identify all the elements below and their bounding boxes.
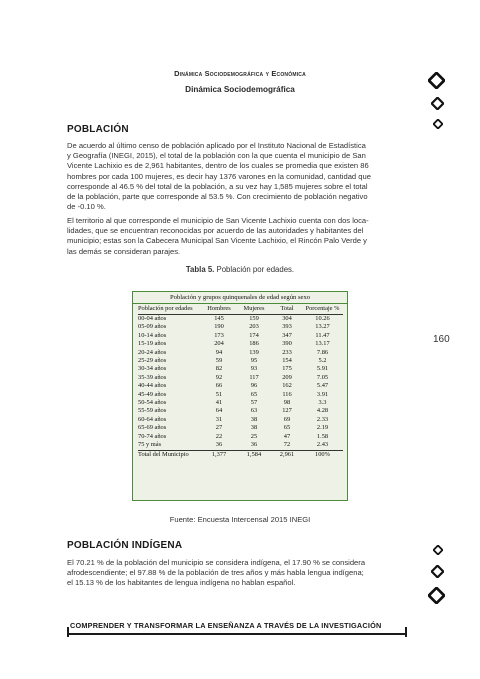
table-cell: 154 xyxy=(282,357,292,365)
table-cell: 203 xyxy=(249,323,259,331)
section-heading-poblacion: POBLACIÓN xyxy=(67,124,129,135)
table-cell: Total del Municipio xyxy=(138,450,202,459)
text-line: de la población, parte que corresponde al 53.5 %. Con crecimiento de población negativo xyxy=(67,192,368,202)
footer-text: COMPRENDER Y TRANSFORMAR LA ENSEÑANZA A TRAVÉS DE LA INVESTIGACIÓN xyxy=(70,621,382,630)
table-cell: 5.91 xyxy=(316,365,329,373)
table-cell: 139 xyxy=(249,348,259,356)
population-table-grid xyxy=(138,305,343,459)
table-caption-label: Tabla 5. xyxy=(185,265,215,274)
table-row xyxy=(138,391,343,399)
table-cell: 15-19 años xyxy=(138,340,167,348)
table-cell: 65 xyxy=(250,390,258,398)
diamond-icon xyxy=(428,587,445,604)
text-line: el 15.13 % de los habitantes de lengua indígena no hablan español. xyxy=(67,578,296,588)
table-row xyxy=(138,374,343,382)
table-cell: 59 xyxy=(215,357,223,365)
table-cell: 127 xyxy=(282,407,292,415)
table-cell: 2.19 xyxy=(316,424,329,432)
table-cell: 92 xyxy=(215,373,223,381)
table-cell: 204 xyxy=(214,340,224,348)
table-cell: 60-64 años xyxy=(138,415,167,423)
table-cell: 13.27 xyxy=(315,323,330,331)
text-line: las demás se consideran parajes. xyxy=(67,246,181,256)
table-cell: 25 xyxy=(250,432,258,440)
table-cell: 70-74 años xyxy=(138,432,167,440)
table-cell: 36 xyxy=(250,441,258,449)
table-cell: 57 xyxy=(250,399,258,407)
table-cell: 00-04 años xyxy=(138,315,167,322)
text-line: De acuerdo al último censo de población aplicado por el Instituto Nacional de Estadística xyxy=(67,141,366,150)
table-cell: 11.47 xyxy=(315,331,330,339)
table-cell: 94 xyxy=(215,348,223,356)
table-cell: 38 xyxy=(250,415,258,423)
column-header: Porcentaje % xyxy=(302,305,343,315)
text-line: de -0.10 %. xyxy=(67,202,106,212)
table-cell: 31 xyxy=(215,415,223,423)
table-row xyxy=(138,441,343,450)
paragraph-territory xyxy=(67,216,413,257)
table-row xyxy=(138,323,343,331)
table-cell: 100% xyxy=(302,450,343,459)
table-cell: 233 xyxy=(282,348,292,356)
table-cell: 51 xyxy=(215,390,223,398)
table-cell: 38 xyxy=(250,424,258,432)
table-cell: 159 xyxy=(249,315,259,322)
table-cell: 69 xyxy=(283,415,291,423)
table-cell: 47 xyxy=(283,432,291,440)
table-cell: 390 xyxy=(282,340,292,348)
table-cell: 22 xyxy=(215,432,223,440)
section-heading-poblacion-indigena: POBLACIÓN INDÍGENA xyxy=(67,540,183,551)
text-line: y Geografía (INEGI, 2015), el total de la población con la que cuenta el municipio de San xyxy=(67,151,366,161)
table-cell: 93 xyxy=(250,365,258,373)
table-row xyxy=(138,365,343,373)
column-header: Mujeres xyxy=(236,305,272,315)
table-cell: 98 xyxy=(283,399,291,407)
table-cell: 13.17 xyxy=(315,340,330,348)
table-cell: 175 xyxy=(282,365,292,373)
table-cell: 304 xyxy=(282,315,292,322)
table-cell: 82 xyxy=(215,365,223,373)
table-cell: 25-29 años xyxy=(138,357,167,365)
table-cell: 30-34 años xyxy=(138,365,167,373)
table-cell: 117 xyxy=(249,373,259,381)
table-cell: 1.58 xyxy=(316,432,329,440)
population-table xyxy=(132,291,348,501)
table-cell: 173 xyxy=(214,331,224,339)
diamond-icon xyxy=(431,97,444,110)
table-cell: 5.2 xyxy=(318,357,327,365)
table-row xyxy=(138,416,343,424)
table-cell: 65 xyxy=(283,424,291,432)
footer-rule-tick xyxy=(405,627,407,637)
table-cell: 1,584 xyxy=(236,450,272,459)
table-title: Población y grupos quinquenales de edad según sexo xyxy=(133,293,347,304)
footer-rule xyxy=(67,633,407,635)
table-row xyxy=(138,315,343,324)
table-cell: 40-44 años xyxy=(138,382,167,390)
diamond-icon xyxy=(431,565,444,578)
table-cell: 4.28 xyxy=(316,407,329,415)
text-line: El 70.21 % de la población del municipio se considera indígena, el 17.90 % se considera xyxy=(67,558,366,567)
table-row xyxy=(138,357,343,365)
table-cell: 05-09 años xyxy=(138,323,167,331)
table-cell: 116 xyxy=(282,390,292,398)
table-cell: 5.47 xyxy=(316,382,329,390)
table-cell: 2.43 xyxy=(316,441,329,449)
table-cell: 145 xyxy=(214,315,224,322)
diamond-icon xyxy=(433,119,443,129)
text-line: lidades, que se encuentran reconocidas por acuerdo de las autoridades y habitantes del xyxy=(67,226,364,236)
table-cell: 1,377 xyxy=(202,450,236,459)
chapter-title: Dinámica Sociodemográfica y Económica xyxy=(174,69,306,78)
table-cell: 174 xyxy=(249,331,259,339)
table-row xyxy=(138,332,343,340)
text-line: hombres por cada 100 mujeres, es decir hay 1376 varones en la comunidad, cantidad que xyxy=(67,171,371,181)
table-source: Fuente: Encuesta Intercensal 2015 INEGI xyxy=(169,515,311,524)
section-subtitle: Dinámica Sociodemográfica xyxy=(185,85,295,94)
table-cell: 95 xyxy=(250,357,258,365)
table-header-row xyxy=(138,305,343,315)
table-cell: 65-69 años xyxy=(138,424,167,432)
table-cell: 162 xyxy=(282,382,292,390)
table-cell: 41 xyxy=(215,399,223,407)
table-cell: 10.26 xyxy=(315,315,330,322)
table-cell: 190 xyxy=(214,323,224,331)
table-cell: 10-14 años xyxy=(138,331,167,339)
text-line: corresponde al 46.5 % del total de la población, a su vez hay 1,585 mujeres sobre el total xyxy=(67,181,368,191)
table-cell: 66 xyxy=(215,382,223,390)
table-cell: 64 xyxy=(215,407,223,415)
text-line: afrodescendiente; el 97.88 % de la población de tres años y más habla lengua indígena; xyxy=(67,568,364,578)
table-cell: 55-59 años xyxy=(138,407,167,415)
table-cell: 3.91 xyxy=(316,390,329,398)
table-row xyxy=(138,349,343,357)
table-row xyxy=(138,407,343,415)
table-row xyxy=(138,424,343,432)
table-cell: 27 xyxy=(215,424,223,432)
table-cell: 3.3 xyxy=(318,399,327,407)
table-cell: 72 xyxy=(283,441,291,449)
diamond-icon xyxy=(433,545,443,555)
text-line: El territorio al que corresponde el municipio de San Vicente Lachixio cuenta con dos loca- xyxy=(67,216,369,225)
table-cell: 7.86 xyxy=(316,348,329,356)
table-row xyxy=(138,382,343,390)
table-cell: 2.33 xyxy=(316,415,329,423)
table-cell: 186 xyxy=(249,340,259,348)
table-cell: 45-49 años xyxy=(138,390,167,398)
paragraph-population xyxy=(67,141,413,212)
table-cell: 20-24 años xyxy=(138,348,167,356)
table-cell: 50-54 años xyxy=(138,399,167,407)
diamond-icon xyxy=(428,72,445,89)
table-cell: 393 xyxy=(282,323,292,331)
page-number: 160 xyxy=(433,334,450,345)
table-caption xyxy=(0,265,480,274)
column-header: Población por edades xyxy=(138,305,202,315)
paragraph-indigenous xyxy=(67,558,413,589)
table-total-row xyxy=(138,450,343,459)
column-header: Total xyxy=(272,305,302,315)
table-cell: 7.05 xyxy=(316,373,329,381)
text-line: municipio; estas son la Cabecera Municipal San Vicente Lachixio, el Rincón Palo Verde y xyxy=(67,236,367,246)
table-cell: 63 xyxy=(250,407,258,415)
table-cell: 209 xyxy=(282,373,292,381)
table-row xyxy=(138,340,343,348)
table-caption-text: Población por edades. xyxy=(214,265,295,274)
table-cell: 347 xyxy=(282,331,292,339)
table-row xyxy=(138,399,343,407)
column-header: Hombres xyxy=(202,305,236,315)
text-line: Vicente Lachixio es de 2,961 habitantes, dentro de los cuales se promedia que existen 86 xyxy=(67,161,369,171)
table-cell: 75 y más xyxy=(138,441,162,449)
table-cell: 36 xyxy=(215,441,223,449)
table-cell: 96 xyxy=(250,382,258,390)
table-cell: 2,961 xyxy=(272,450,302,459)
table-cell: 35-39 años xyxy=(138,373,167,381)
table-row xyxy=(138,433,343,441)
footer-rule-tick xyxy=(67,627,69,637)
